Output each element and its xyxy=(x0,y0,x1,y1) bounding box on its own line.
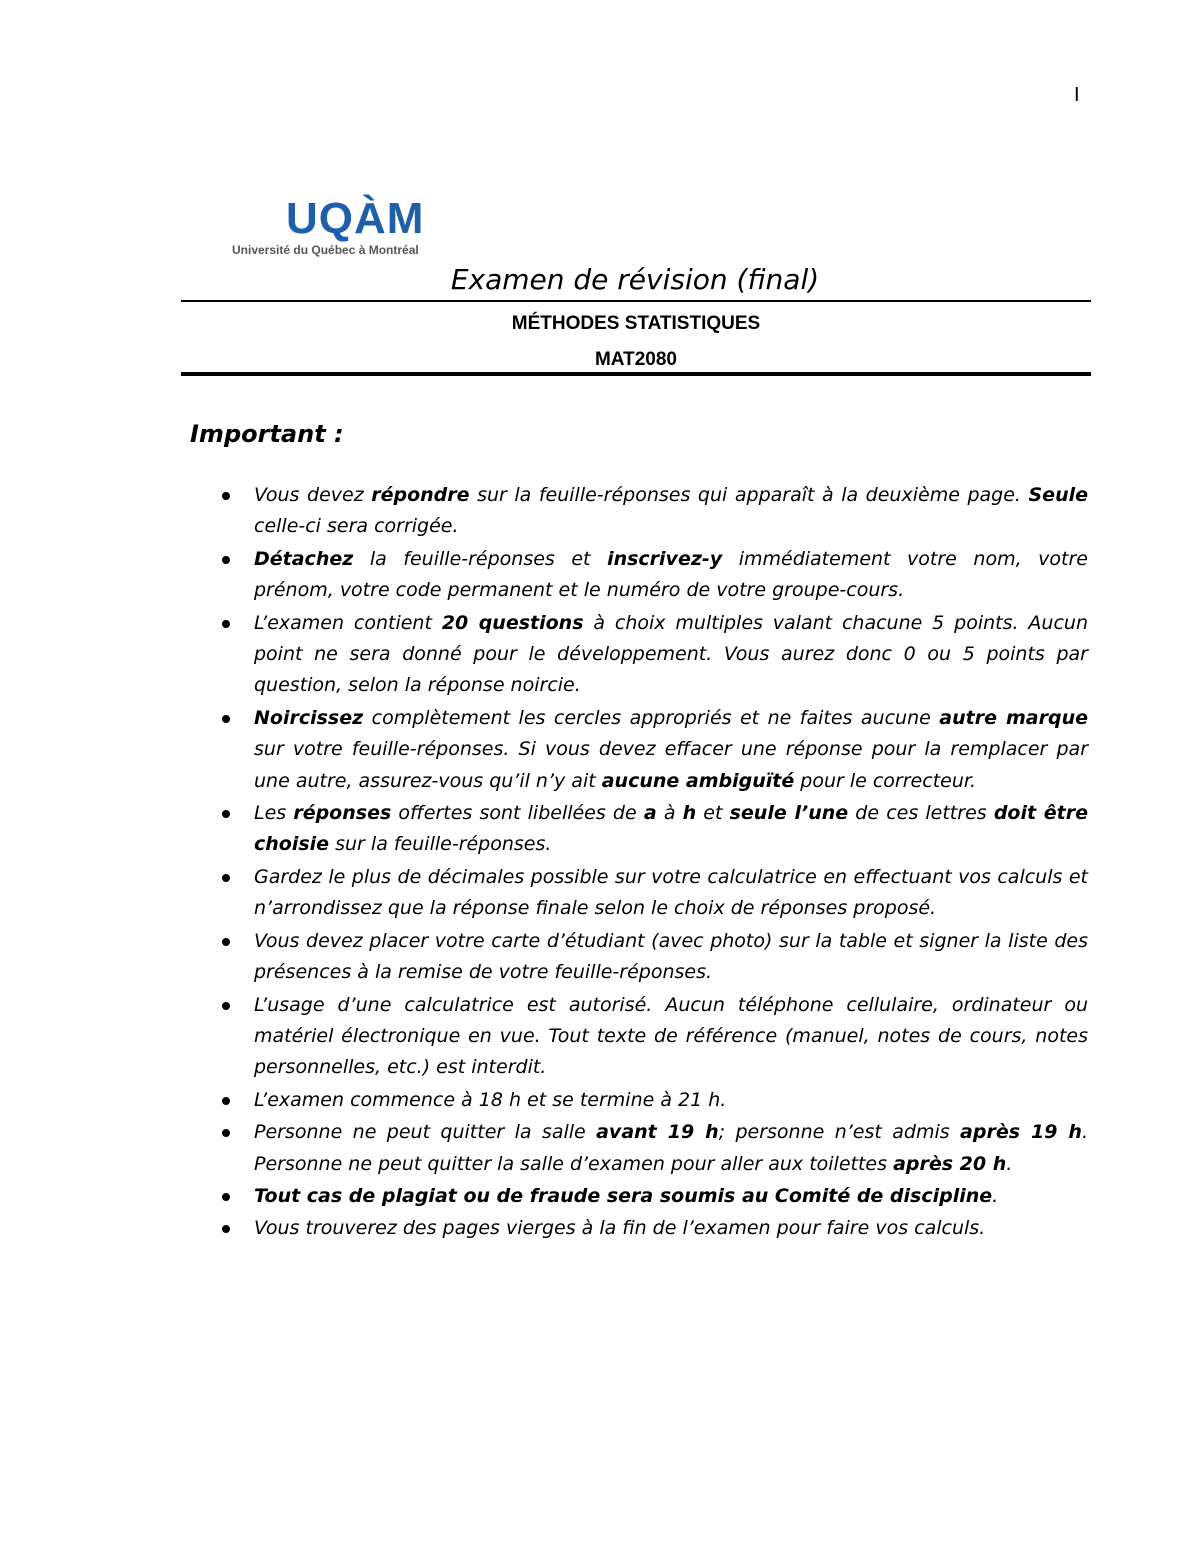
instruction-text: Gardez le plus de décimales possible sur votre calculatrice en effectuant vos calculs et n’arrondissez que la réponse finale selon le choix de réponses proposé. xyxy=(254,865,1088,920)
instruction-text: offertes sont libellées de xyxy=(391,802,644,825)
emphasis-text: après 19 h xyxy=(960,1121,1082,1144)
emphasis-text: avant 19 h xyxy=(596,1121,719,1144)
instruction-text: à choix multiples valant chacune 5 points. Aucun point ne sera donné pour le développement. Vous aurez donc 0 ou 5 points par question, selon la réponse noircie. xyxy=(254,611,1088,697)
emphasis-text: inscrivez-y xyxy=(607,547,723,570)
instructions-list xyxy=(222,480,1088,1246)
page-number: I xyxy=(1074,84,1080,106)
instruction-text: celle-ci sera corrigée. xyxy=(254,515,459,538)
bullet-icon xyxy=(222,810,230,818)
instruction-item xyxy=(222,798,1088,861)
emphasis-text: aucune ambiguïté xyxy=(601,769,795,792)
instruction-item xyxy=(222,926,1088,989)
instruction-item xyxy=(222,480,1088,543)
emphasis-text: seule l’une xyxy=(729,802,849,825)
instruction-item xyxy=(222,1213,1088,1244)
logo-subtitle: Université du Québec à Montréal xyxy=(232,243,419,257)
instruction-text: complètement les cercles appropriés et ne faites aucune xyxy=(363,706,940,729)
instruction-text: L’examen commence à 18 h et se termine à 21 h. xyxy=(254,1088,727,1111)
instruction-item xyxy=(222,608,1088,702)
emphasis-text: h xyxy=(682,802,697,825)
emphasis-text: Tout cas de plagiat ou de fraude sera soumis au Comité de discipline xyxy=(254,1184,993,1207)
instruction-item xyxy=(222,544,1088,607)
header-divider-bottom xyxy=(181,372,1091,376)
bullet-icon xyxy=(222,715,230,723)
instruction-item xyxy=(222,1085,1088,1116)
instruction-text: pour le correcteur. xyxy=(794,769,976,792)
bullet-icon xyxy=(222,1129,230,1137)
instruction-text: Personne ne peut quitter la salle xyxy=(254,1121,597,1144)
course-name: MÉTHODES STATISTIQUES xyxy=(511,313,761,334)
bullet-icon xyxy=(222,556,230,564)
course-code: MAT2080 xyxy=(594,349,677,370)
emphasis-text: réponses xyxy=(293,802,392,825)
instruction-text: immédiatement votre nom, votre prénom, votre code permanent et le numéro de votre groupe-cours. xyxy=(254,547,1088,602)
bullet-icon xyxy=(222,492,230,500)
important-heading: Important : xyxy=(190,420,344,448)
bullet-icon xyxy=(222,938,230,946)
instruction-text: L’usage d’une calculatrice est autorisé. Aucun téléphone cellulaire, ordinateur ou matériel électronique en vue. Tout texte de référence (manuel, notes de cours, notes personnelles, etc.) est interdit. xyxy=(254,993,1088,1079)
emphasis-text: Détachez xyxy=(254,547,354,570)
instruction-text: sur la feuille-réponses qui apparaît à la deuxième page. xyxy=(469,484,1029,506)
instruction-item xyxy=(222,703,1088,797)
bullet-icon xyxy=(222,1193,230,1201)
instruction-text: de ces lettres xyxy=(848,802,994,825)
instruction-item xyxy=(222,1181,1088,1212)
instruction-text: . xyxy=(992,1184,999,1207)
header-divider-top xyxy=(181,300,1091,302)
instruction-text: L’examen contient xyxy=(254,611,442,634)
instruction-text: la feuille-réponses et xyxy=(353,547,608,570)
instruction-text: Vous devez placer votre carte d’étudiant (avec photo) sur la table et signer la liste des présences à la remise de votre feuille-réponses. xyxy=(254,929,1088,984)
emphasis-text: a xyxy=(643,802,657,825)
emphasis-text: répondre xyxy=(371,484,470,506)
instruction-text: à xyxy=(656,802,683,825)
instruction-text: et xyxy=(696,802,730,825)
logo-wordmark: UQÀM xyxy=(286,194,425,243)
emphasis-text: 20 questions xyxy=(441,611,584,634)
emphasis-text: autre marque xyxy=(939,706,1088,729)
instruction-text: sur votre feuille-réponses. Si vous devez effacer une réponse pour la remplacer par une autre, assurez-vous qu’il n’y ait xyxy=(254,738,1088,792)
instruction-text: . xyxy=(1006,1152,1013,1175)
instruction-item xyxy=(222,862,1088,925)
instruction-item xyxy=(222,1117,1088,1180)
instruction-item xyxy=(222,990,1088,1084)
instruction-text: ; personne n’est admis xyxy=(718,1121,961,1144)
bullet-icon xyxy=(222,1002,230,1010)
uqam-logo xyxy=(232,196,462,266)
exam-title: Examen de révision (final) xyxy=(450,263,820,296)
instruction-text: Vous trouverez des pages vierges à la fin de l’examen pour faire vos calculs. xyxy=(254,1217,986,1240)
emphasis-text: après 20 h xyxy=(893,1152,1007,1175)
bullet-icon xyxy=(222,620,230,628)
bullet-icon xyxy=(222,874,230,882)
instruction-text: Les xyxy=(254,802,294,825)
instruction-text: sur la feuille-réponses. xyxy=(329,833,552,856)
emphasis-text: Seule xyxy=(1028,484,1088,506)
emphasis-text: doit être choisie xyxy=(254,802,1089,856)
instruction-text: . Personne ne peut quitter la salle d’examen pour aller aux toilettes xyxy=(254,1121,1088,1175)
bullet-icon xyxy=(222,1097,230,1105)
instruction-text: Vous devez xyxy=(254,484,372,506)
bullet-icon xyxy=(222,1225,230,1233)
emphasis-text: Noircissez xyxy=(254,706,364,729)
